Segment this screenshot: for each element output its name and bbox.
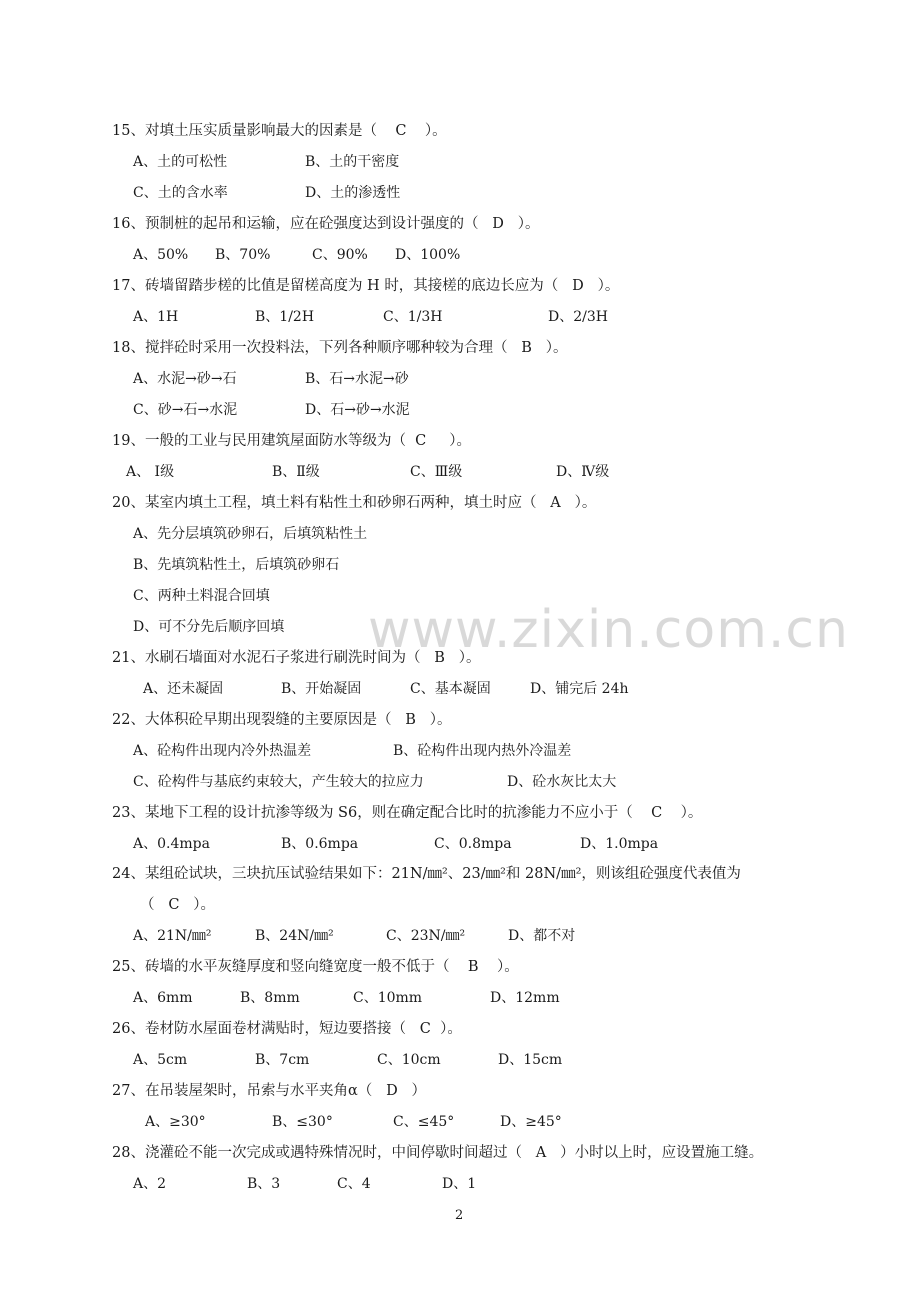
option: B、70% (215, 247, 271, 263)
question-20: 20、某室内填土工程，填土料有粘性土和砂卵石两种，填土时应（ A ）。 (112, 495, 597, 511)
question-22: 22、大体积砼早期出现裂缝的主要原因是（ B ）。 (112, 712, 452, 728)
option: B、24N/㎜² (255, 928, 334, 944)
option: C、0.8mpa (434, 836, 512, 852)
option: A、先分层填筑砂卵石，后填筑粘性土 (133, 526, 368, 542)
option: B、3 (247, 1176, 281, 1192)
option: B、先填筑粘性土，后填筑砂卵石 (133, 557, 340, 573)
option: B、0.6mpa (281, 836, 359, 852)
option: B、7cm (255, 1052, 310, 1068)
option: C、10cm (377, 1052, 441, 1068)
option: D、石→砂→水泥 (305, 402, 410, 418)
option: A、 Ⅰ级 (126, 464, 175, 480)
question-17: 17、砖墙留踏步槎的比值是留槎高度为 H 时，其接槎的底边长应为（ D ）。 (112, 278, 620, 294)
option: B、土的干密度 (305, 154, 400, 170)
option: B、Ⅱ级 (272, 464, 320, 480)
option: D、12mm (490, 990, 560, 1006)
option: A、砼构件出现内冷外热温差 (133, 743, 312, 759)
question-24-answer: （ C ）。 (140, 897, 215, 913)
option: A、土的可松性 (133, 154, 228, 170)
question-21: 21、水刷石墙面对水泥石子浆进行刷洗时间为（ B ）。 (112, 650, 481, 666)
page-number: 2 (455, 1208, 464, 1223)
option: D、铺完后 24h (530, 681, 629, 697)
option: C、土的含水率 (133, 185, 228, 201)
question-18: 18、搅拌砼时采用一次投料法，下列各种顺序哪种较为合理（ B ）。 (112, 340, 568, 356)
option: D、100% (395, 247, 461, 263)
option: D、1 (442, 1176, 477, 1192)
option: C、砼构件与基底约束较大，产生较大的拉应力 (133, 774, 424, 790)
option: B、≤30° (272, 1114, 333, 1130)
option: C、Ⅲ级 (410, 464, 463, 480)
question-27: 27、在吊装屋架时，吊索与水平夹角α（ D ） (112, 1083, 427, 1099)
option: A、6mm (133, 990, 193, 1006)
option: D、≥45° (500, 1114, 562, 1130)
option: D、Ⅳ级 (556, 464, 610, 480)
question-25: 25、砖墙的水平灰缝厚度和竖向缝宽度一般不低于（ B ）。 (112, 959, 519, 975)
question-19: 19、一般的工业与民用建筑屋面防水等级为（ C ）。 (112, 433, 472, 449)
option: D、都不对 (508, 928, 576, 944)
option: C、23N/㎜² (386, 928, 466, 944)
option: A、≥30° (145, 1114, 206, 1130)
option: D、可不分先后顺序回填 (133, 619, 285, 635)
option: A、21N/㎜² (133, 928, 212, 944)
question-23: 23、某地下工程的设计抗渗等级为 S6，则在确定配合比时的抗渗能力不应小于（ C ）。 (112, 805, 703, 821)
watermark: www.zixin.com.cn (368, 600, 849, 660)
option: B、石→水泥→砂 (305, 371, 409, 387)
option: D、2/3H (548, 309, 608, 325)
question-16: 16、预制桩的起吊和运输，应在砼强度达到设计强度的（ D ）。 (112, 216, 540, 232)
question-28: 28、浇灌砼不能一次完成或遇特殊情况时，中间停歇时间超过（ A ）小时以上时，应设置施工缝。 (112, 1145, 764, 1161)
option: A、水泥→砂→石 (133, 371, 237, 387)
question-24: 24、某组砼试块，三块抗压试验结果如下：21N/㎜²、23/㎜²和 28N/㎜²，则该组砼强度代表值为 (112, 866, 741, 882)
option: B、8mm (240, 990, 300, 1006)
option: C、基本凝固 (410, 681, 491, 697)
option: C、90% (312, 247, 368, 263)
option: B、1/2H (255, 309, 315, 325)
option: B、砼构件出现内热外冷温差 (393, 743, 572, 759)
option: C、4 (337, 1176, 371, 1192)
option: C、1/3H (383, 309, 443, 325)
option: C、≤45° (393, 1114, 455, 1130)
option: D、土的渗透性 (305, 185, 401, 201)
question-26: 26、卷材防水屋面卷材满贴时，短边要搭接（ C ）。 (112, 1021, 462, 1037)
option: D、15cm (498, 1052, 563, 1068)
option: C、10mm (353, 990, 423, 1006)
option: A、0.4mpa (133, 836, 210, 852)
question-15: 15、对填土压实质量影响最大的因素是（ C ）。 (112, 123, 447, 139)
option: A、1H (133, 309, 179, 325)
option: C、砂→石→水泥 (133, 402, 238, 418)
option: A、2 (133, 1176, 167, 1192)
option: A、还未凝固 (143, 681, 224, 697)
option: A、5cm (133, 1052, 188, 1068)
option: D、1.0mpa (580, 836, 659, 852)
option: A、50% (133, 247, 189, 263)
option: C、两种土料混合回填 (133, 588, 270, 604)
option: D、砼水灰比太大 (507, 774, 617, 790)
option: B、开始凝固 (281, 681, 362, 697)
